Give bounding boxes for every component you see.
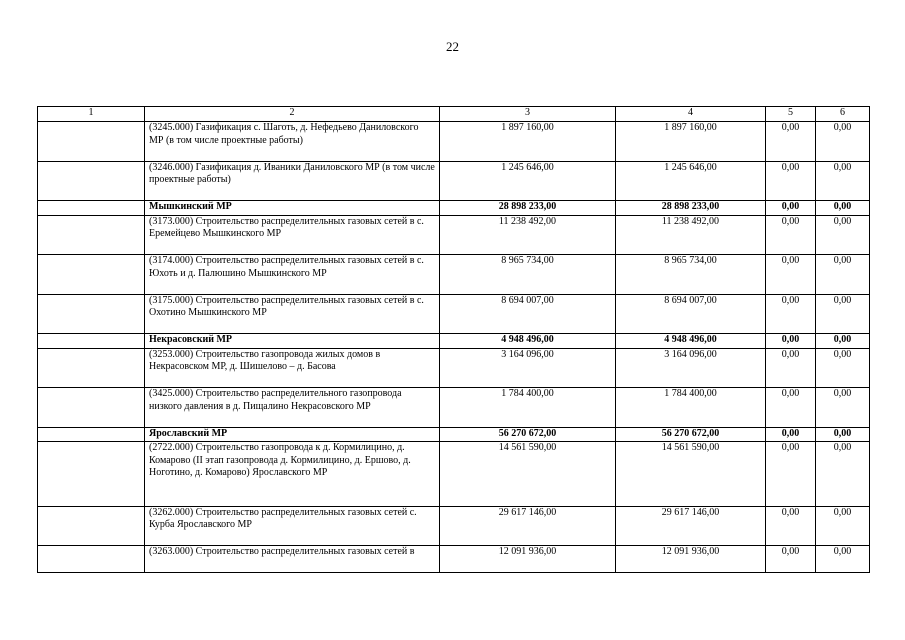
amount-cell: 0,00	[766, 201, 816, 216]
column-header: 5	[766, 107, 816, 122]
amount-cell: 8 965 734,00	[440, 255, 616, 295]
amount-cell: 0,00	[816, 442, 870, 507]
amount-cell: 0,00	[816, 427, 870, 442]
amount-cell: 0,00	[816, 546, 870, 573]
amount-cell: 0,00	[816, 294, 870, 334]
table-row	[38, 388, 870, 428]
amount-cell: 0,00	[816, 255, 870, 295]
project-name-cell: (3262.000) Строительство распределительных газовых сетей с. Курба Ярославского МР	[145, 506, 440, 546]
amount-cell: 0,00	[816, 201, 870, 216]
empty-cell	[38, 122, 145, 162]
project-name-cell: (3253.000) Строительство газопровода жилых домов в Некрасовском МР, д. Шишелово – д. Басова	[145, 348, 440, 388]
amount-cell: 14 561 590,00	[616, 442, 766, 507]
amount-cell: 0,00	[766, 506, 816, 546]
amount-cell: 12 091 936,00	[440, 546, 616, 573]
amount-cell: 28 898 233,00	[440, 201, 616, 216]
amount-cell: 0,00	[816, 161, 870, 201]
amount-cell: 4 948 496,00	[616, 334, 766, 349]
empty-cell	[38, 334, 145, 349]
amount-cell: 0,00	[816, 215, 870, 255]
column-header: 6	[816, 107, 870, 122]
amount-cell: 0,00	[816, 388, 870, 428]
project-name-cell: (3246.000) Газификация д. Иваники Даниловского МР (в том числе проектные работы)	[145, 161, 440, 201]
project-name-cell: Ярославский МР	[145, 427, 440, 442]
district-total-row	[38, 334, 870, 349]
amount-cell: 0,00	[766, 427, 816, 442]
budget-table	[37, 106, 870, 573]
empty-cell	[38, 546, 145, 573]
amount-cell: 56 270 672,00	[440, 427, 616, 442]
amount-cell: 0,00	[766, 334, 816, 349]
empty-cell	[38, 427, 145, 442]
amount-cell: 12 091 936,00	[616, 546, 766, 573]
amount-cell: 1 784 400,00	[440, 388, 616, 428]
column-header: 2	[145, 107, 440, 122]
amount-cell: 8 694 007,00	[616, 294, 766, 334]
amount-cell: 0,00	[766, 255, 816, 295]
project-name-cell: Некрасовский МР	[145, 334, 440, 349]
project-name-cell: (3245.000) Газификация с. Шаготь, д. Нефедьево Даниловского МР (в том числе проектные работы)	[145, 122, 440, 162]
amount-cell: 1 245 646,00	[440, 161, 616, 201]
amount-cell: 11 238 492,00	[616, 215, 766, 255]
project-name-cell: Мышкинский МР	[145, 201, 440, 216]
project-name-cell: (3174.000) Строительство распределительных газовых сетей в с. Юхоть и д. Палюшино Мышкинского МР	[145, 255, 440, 295]
district-total-row	[38, 427, 870, 442]
table-header-row	[38, 107, 870, 122]
amount-cell: 0,00	[766, 294, 816, 334]
table-row	[38, 215, 870, 255]
empty-cell	[38, 388, 145, 428]
amount-cell: 28 898 233,00	[616, 201, 766, 216]
table-row	[38, 506, 870, 546]
project-name-cell: (3175.000) Строительство распределительных газовых сетей в с. Охотино Мышкинского МР	[145, 294, 440, 334]
empty-cell	[38, 294, 145, 334]
amount-cell: 1 245 646,00	[616, 161, 766, 201]
amount-cell: 4 948 496,00	[440, 334, 616, 349]
amount-cell: 1 784 400,00	[616, 388, 766, 428]
empty-cell	[38, 161, 145, 201]
amount-cell: 0,00	[816, 334, 870, 349]
amount-cell: 0,00	[816, 122, 870, 162]
amount-cell: 0,00	[766, 122, 816, 162]
amount-cell: 1 897 160,00	[616, 122, 766, 162]
column-header: 3	[440, 107, 616, 122]
table-row	[38, 546, 870, 573]
district-total-row	[38, 201, 870, 216]
amount-cell: 56 270 672,00	[616, 427, 766, 442]
empty-cell	[38, 506, 145, 546]
amount-cell: 14 561 590,00	[440, 442, 616, 507]
project-name-cell: (3425.000) Строительство распределительного газопровода низкого давления в д. Пищалино Некрасовского МР	[145, 388, 440, 428]
project-name-cell: (2722.000) Строительство газопровода к д. Кормилицино, д. Комарово (II этап газопровода д. Кормилицино, д. Ершово, д. Ноготино, д. Комарово) Ярославского МР	[145, 442, 440, 507]
amount-cell: 0,00	[766, 442, 816, 507]
amount-cell: 3 164 096,00	[440, 348, 616, 388]
empty-cell	[38, 348, 145, 388]
page-number: 22	[446, 39, 459, 54]
project-name-cell: (3263.000) Строительство распределительных газовых сетей в	[145, 546, 440, 573]
amount-cell: 0,00	[766, 348, 816, 388]
amount-cell: 8 965 734,00	[616, 255, 766, 295]
amount-cell: 0,00	[816, 348, 870, 388]
amount-cell: 11 238 492,00	[440, 215, 616, 255]
empty-cell	[38, 255, 145, 295]
amount-cell: 0,00	[766, 161, 816, 201]
project-name-cell: (3173.000) Строительство распределительных газовых сетей в с. Еремейцево Мышкинского МР	[145, 215, 440, 255]
empty-cell	[38, 215, 145, 255]
table-row	[38, 161, 870, 201]
amount-cell: 0,00	[766, 215, 816, 255]
amount-cell: 0,00	[816, 506, 870, 546]
amount-cell: 0,00	[766, 546, 816, 573]
column-header: 4	[616, 107, 766, 122]
amount-cell: 1 897 160,00	[440, 122, 616, 162]
amount-cell: 29 617 146,00	[616, 506, 766, 546]
empty-cell	[38, 201, 145, 216]
amount-cell: 3 164 096,00	[616, 348, 766, 388]
table-row	[38, 255, 870, 295]
table-row	[38, 348, 870, 388]
table-row	[38, 122, 870, 162]
empty-cell	[38, 442, 145, 507]
table-row	[38, 442, 870, 507]
amount-cell: 29 617 146,00	[440, 506, 616, 546]
amount-cell: 0,00	[766, 388, 816, 428]
table-row	[38, 294, 870, 334]
amount-cell: 8 694 007,00	[440, 294, 616, 334]
column-header: 1	[38, 107, 145, 122]
